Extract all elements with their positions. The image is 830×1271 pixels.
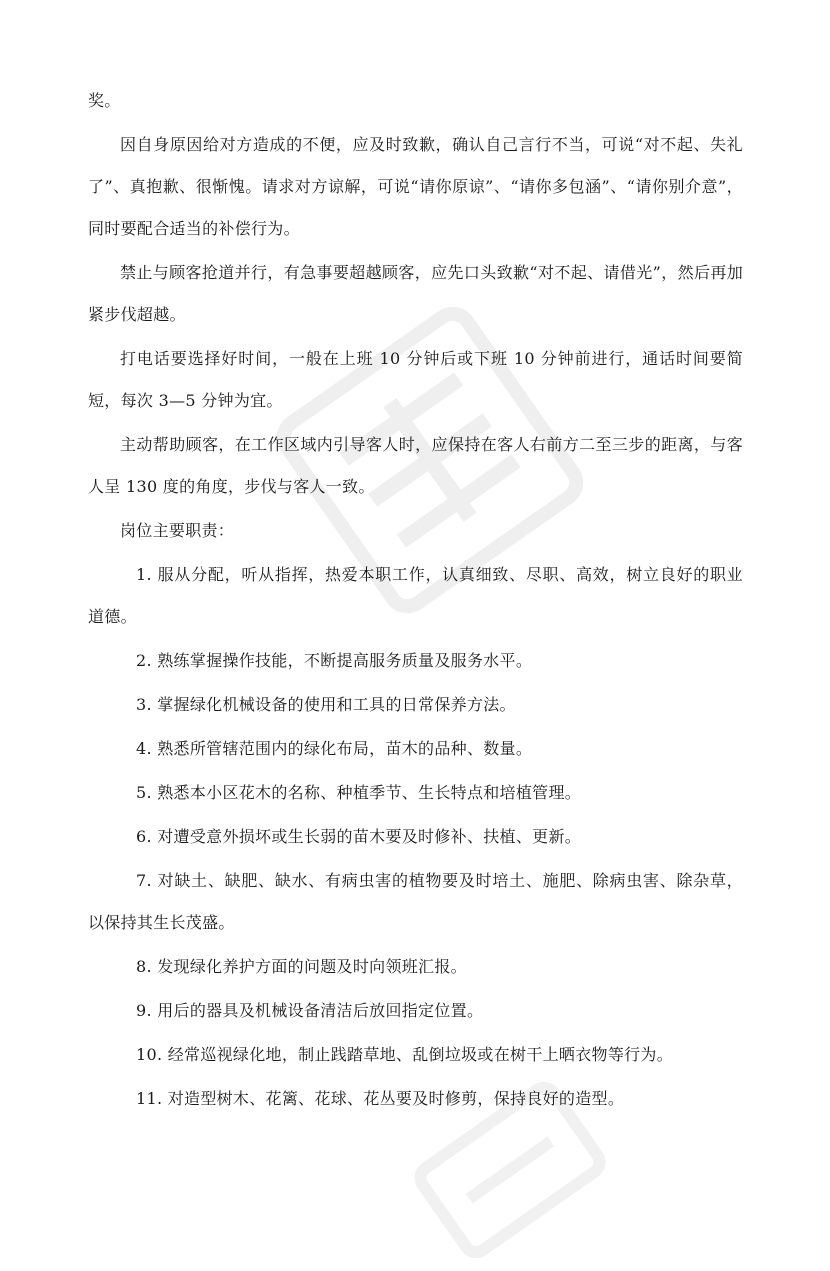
- list-item: 2. 熟练掌握操作技能，不断提高服务质量及服务水平。: [136, 651, 533, 670]
- duties-list: [88, 554, 743, 1120]
- section-heading-duties: 岗位主要职责：: [120, 521, 235, 540]
- list-item: 1. 服从分配，听从指挥，热爱本职工作，认真细致、尽职、高效，树立良好的职业道德。: [88, 565, 743, 626]
- paragraph-phone: 打电话要选择好时间，一般在上班 10 分钟后或下班 10 分钟前进行，通话时间要简短，每次 3—5 分钟为宜。: [88, 349, 743, 410]
- paragraph-continuation: 奖。: [88, 91, 121, 110]
- list-item: 4. 熟悉所管辖范围内的绿化布局，苗木的品种、数量。: [136, 739, 533, 758]
- list-item: 6. 对遭受意外损坏或生长弱的苗木要及时修补、扶植、更新。: [136, 827, 582, 846]
- list-item: 10. 经常巡视绿化地，制止践踏草地、乱倒垃圾或在树干上晒衣物等行为。: [136, 1045, 674, 1064]
- paragraph-passing: 禁止与顾客抢道并行，有急事要超越顾客，应先口头致歉“对不起、请借光”，然后再加紧步伐超越。: [88, 263, 743, 324]
- list-item: 9. 用后的器具及机械设备清洁后放回指定位置。: [136, 1001, 484, 1020]
- paragraph-guiding: 主动帮助顾客，在工作区域内引导客人时，应保持在客人右前方二至三步的距离，与客人呈 130 度的角度，步伐与客人一致。: [88, 435, 743, 496]
- list-item: 3. 掌握绿化机械设备的使用和工具的日常保养方法。: [136, 695, 516, 714]
- paragraph-apology: 因自身原因给对方造成的不便，应及时致歉，确认自己言行不当，可说“对不起、失礼了”、真抱歉、很惭愧。请求对方谅解，可说“请你原谅”、“请你多包涵”、“请你别介意”，同时要配合适当的补偿行为。: [88, 135, 743, 238]
- list-item: 11. 对造型树木、花篱、花球、花丛要及时修剪，保持良好的造型。: [136, 1089, 625, 1108]
- list-item: 8. 发现绿化养护方面的问题及时向领班汇报。: [136, 957, 467, 976]
- document-body: [88, 80, 743, 1120]
- list-item: 7. 对缺土、缺肥、缺水、有病虫害的植物要及时培土、施肥、除病虫害、除杂草，以保持其生长茂盛。: [88, 871, 743, 932]
- list-item: 5. 熟悉本小区花木的名称、种植季节、生长特点和培植管理。: [136, 783, 582, 802]
